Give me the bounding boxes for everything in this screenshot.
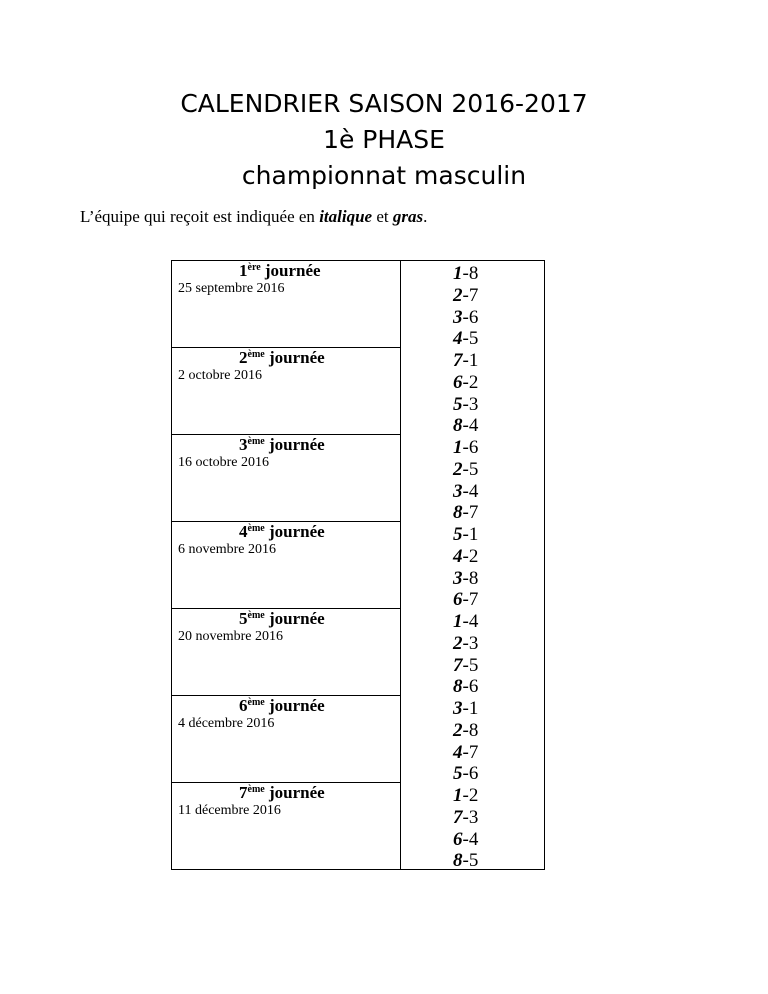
match-separator: - <box>462 284 469 306</box>
round-word: journée <box>268 435 325 454</box>
match-separator: - <box>462 545 469 567</box>
away-team: 8 <box>468 567 479 589</box>
away-team: 2 <box>468 371 479 393</box>
home-team: 5 <box>453 524 463 545</box>
round-label <box>239 522 325 542</box>
home-team: 1 <box>453 263 463 284</box>
round-ordinal-suffix: ère <box>247 262 261 273</box>
match-separator: - <box>462 741 469 763</box>
round-number: 6 <box>239 696 248 715</box>
away-team: 6 <box>468 676 479 698</box>
away-team: 5 <box>468 850 479 872</box>
home-team: 2 <box>453 719 463 741</box>
away-team: 8 <box>468 719 479 741</box>
home-team: 4 <box>453 328 463 350</box>
championship-title: championnat masculin <box>241 161 527 190</box>
home-team: 5 <box>453 763 463 785</box>
match-separator: - <box>462 611 469 632</box>
away-team: 4 <box>468 828 479 850</box>
round-label <box>239 435 325 455</box>
match-row <box>453 394 478 416</box>
match-separator: - <box>462 263 469 284</box>
match-separator: - <box>462 719 469 741</box>
match-separator: - <box>462 350 469 371</box>
match-row <box>453 763 478 785</box>
away-team: 4 <box>468 415 479 437</box>
home-team: 6 <box>453 371 463 393</box>
home-team: 2 <box>453 632 463 654</box>
match-separator: - <box>462 458 469 480</box>
round-ordinal-suffix: ème <box>247 697 265 708</box>
away-team: 5 <box>468 328 479 350</box>
home-team: 8 <box>453 502 463 524</box>
intro-middle: et <box>372 207 393 226</box>
home-team: 5 <box>453 393 463 415</box>
intro-prefix: L’équipe qui reçoit est indiquée en <box>80 207 320 226</box>
match-separator: - <box>462 437 469 458</box>
match-row <box>453 328 478 350</box>
match-row <box>453 415 478 437</box>
home-team: 4 <box>453 545 463 567</box>
home-team: 3 <box>453 698 463 719</box>
away-team: 7 <box>468 741 479 763</box>
match-row <box>453 481 478 503</box>
round-date: 6 novembre 2016 <box>178 542 276 557</box>
match-separator: - <box>462 763 469 785</box>
match-separator: - <box>462 698 469 719</box>
match-row <box>453 850 478 872</box>
away-team: 5 <box>468 654 479 676</box>
match-separator: - <box>462 371 469 393</box>
home-team: 7 <box>453 806 463 828</box>
match-separator: - <box>462 567 469 589</box>
round-date: 4 décembre 2016 <box>178 716 275 731</box>
match-separator: - <box>462 632 469 654</box>
intro-suffix: . <box>423 207 428 226</box>
away-team: 4 <box>468 480 479 502</box>
round-label <box>239 261 321 281</box>
away-team: 6 <box>468 437 479 458</box>
home-team: 3 <box>453 306 463 328</box>
round-ordinal-suffix: ème <box>247 610 265 621</box>
home-team: 4 <box>453 741 463 763</box>
round-word: journée <box>268 783 325 802</box>
home-team: 8 <box>453 676 463 698</box>
intro-note <box>80 206 427 228</box>
home-team: 2 <box>453 284 463 306</box>
match-separator: - <box>462 676 469 698</box>
document-title: CALENDRIER SAISON 2016-2017 <box>180 89 588 118</box>
matches-column <box>453 263 478 872</box>
home-team: 3 <box>453 567 463 589</box>
round-date: 16 octobre 2016 <box>178 455 269 470</box>
round-cell <box>172 522 400 609</box>
away-team: 5 <box>468 458 479 480</box>
round-ordinal-suffix: ème <box>247 349 265 360</box>
round-label <box>239 348 325 368</box>
away-team: 1 <box>468 524 479 545</box>
round-label <box>239 696 325 716</box>
match-row <box>453 502 478 524</box>
match-row <box>453 676 478 698</box>
round-number: 2 <box>239 348 248 367</box>
round-cell <box>172 696 400 783</box>
match-separator: - <box>462 393 469 415</box>
match-separator: - <box>462 502 469 524</box>
match-row <box>453 372 478 394</box>
match-separator: - <box>462 828 469 850</box>
round-number: 4 <box>239 522 248 541</box>
away-team: 6 <box>468 306 479 328</box>
match-separator: - <box>462 589 469 611</box>
match-separator: - <box>462 524 469 545</box>
away-team: 3 <box>468 632 479 654</box>
intro-italic-word: italique <box>319 207 373 226</box>
round-date: 11 décembre 2016 <box>178 803 281 818</box>
match-row <box>453 720 478 742</box>
away-team: 8 <box>468 263 479 284</box>
away-team: 1 <box>468 698 479 719</box>
match-separator: - <box>462 806 469 828</box>
match-row <box>453 807 478 829</box>
away-team: 2 <box>468 785 479 806</box>
home-team: 8 <box>453 415 463 437</box>
round-label <box>239 609 325 629</box>
match-row <box>453 546 478 568</box>
match-row <box>453 589 478 611</box>
round-word: journée <box>268 348 325 367</box>
round-date: 25 septembre 2016 <box>178 281 285 296</box>
away-team: 3 <box>468 806 479 828</box>
round-ordinal-suffix: ème <box>247 436 265 447</box>
away-team: 7 <box>468 589 479 611</box>
home-team: 3 <box>453 480 463 502</box>
round-word: journée <box>268 609 325 628</box>
round-number: 3 <box>239 435 248 454</box>
match-row <box>453 263 478 285</box>
match-row <box>453 633 478 655</box>
away-team: 7 <box>468 284 479 306</box>
round-word: journée <box>268 522 325 541</box>
match-row <box>453 698 478 720</box>
match-separator: - <box>462 328 469 350</box>
match-row <box>453 829 478 851</box>
match-separator: - <box>462 306 469 328</box>
round-number: 1 <box>239 261 248 280</box>
away-team: 4 <box>468 611 479 632</box>
round-word: journée <box>268 696 325 715</box>
match-separator: - <box>462 850 469 872</box>
schedule-table <box>171 260 545 870</box>
match-row <box>453 524 478 546</box>
round-ordinal-suffix: ème <box>247 523 265 534</box>
home-team: 7 <box>453 654 463 676</box>
home-team: 8 <box>453 850 463 872</box>
home-team: 6 <box>453 589 463 611</box>
match-row <box>453 611 478 633</box>
match-row <box>453 742 478 764</box>
phase-title: 1è PHASE <box>323 125 445 154</box>
away-team: 3 <box>468 393 479 415</box>
match-separator: - <box>462 785 469 806</box>
round-cell <box>172 348 400 435</box>
home-team: 1 <box>453 611 463 632</box>
match-row <box>453 655 478 677</box>
away-team: 1 <box>468 350 479 371</box>
match-row <box>453 285 478 307</box>
match-row <box>453 568 478 590</box>
away-team: 2 <box>468 545 479 567</box>
round-word: journée <box>264 261 321 280</box>
match-row <box>453 459 478 481</box>
home-team: 1 <box>453 785 463 806</box>
home-team: 1 <box>453 437 463 458</box>
round-cell <box>172 261 400 348</box>
round-cell <box>172 609 400 696</box>
round-cell <box>172 783 400 870</box>
match-separator: - <box>462 480 469 502</box>
home-team: 7 <box>453 350 463 371</box>
match-row <box>453 307 478 329</box>
round-number: 7 <box>239 783 248 802</box>
match-row <box>453 785 478 807</box>
home-team: 2 <box>453 458 463 480</box>
match-separator: - <box>462 415 469 437</box>
match-separator: - <box>462 654 469 676</box>
round-number: 5 <box>239 609 248 628</box>
match-row <box>453 437 478 459</box>
away-team: 6 <box>468 763 479 785</box>
home-team: 6 <box>453 828 463 850</box>
round-date: 20 novembre 2016 <box>178 629 283 644</box>
intro-bold-word: gras <box>392 207 424 226</box>
round-label <box>239 783 325 803</box>
round-date: 2 octobre 2016 <box>178 368 262 383</box>
column-divider <box>400 261 401 869</box>
round-cell <box>172 435 400 522</box>
away-team: 7 <box>468 502 479 524</box>
round-ordinal-suffix: ème <box>247 784 265 795</box>
match-row <box>453 350 478 372</box>
